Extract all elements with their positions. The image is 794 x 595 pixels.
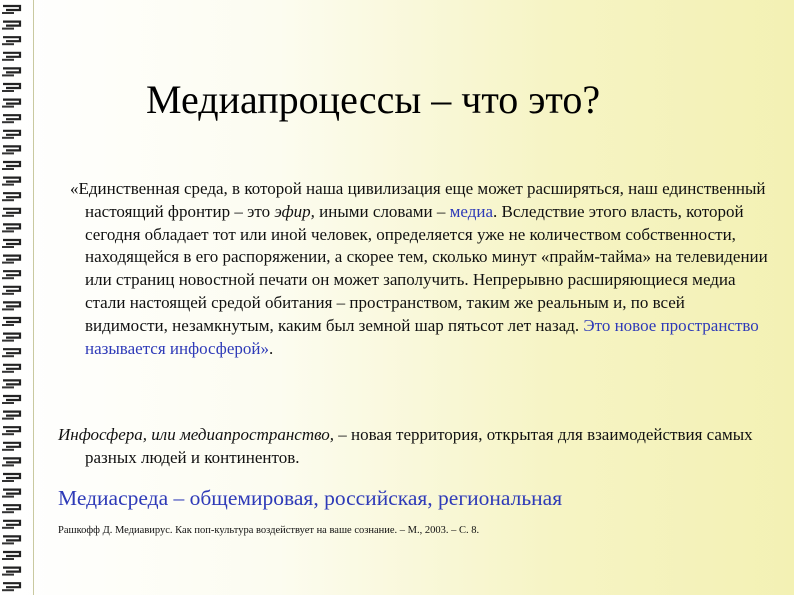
quote-media: медиа (449, 201, 494, 221)
spiral-ring (2, 68, 20, 75)
spiral-ring (2, 100, 20, 107)
spiral-ring (2, 131, 20, 138)
spiral-ring (2, 365, 20, 372)
spiral-ring (2, 427, 20, 434)
spiral-ring (2, 287, 20, 294)
quote-text-3: . Вследствие этого власть, которой сегодня обладает тот или иной человек, определяется уже не количеством собственности, находящейся в его распоряжении, а скорее тем, сколько минут «прайм-тайма» на телевидении или страниц новостной печати он может заполучить. Непрерывно расширяющиеся медиа стали настоящей средой обитания – пространством, таким же реальным и, по всей видимости, незамкнутым, каким был земной шар пятьсот лет назад. (85, 201, 768, 335)
spiral-ring (2, 318, 20, 325)
spiral-ring (2, 302, 20, 309)
slide-title: Медиапроцессы – что это? (146, 77, 601, 122)
spiral-ring (2, 162, 20, 169)
spiral-ring (2, 396, 20, 403)
source-citation: Рашкофф Д. Медиавирус. Как поп-культура воздействует на ваше сознание. – М., 2003. – С. 8. (58, 525, 480, 536)
spiral-ring (2, 458, 20, 465)
spiral-ring (2, 568, 20, 575)
infosphere-term: Инфосфера, или медиапространство, (58, 425, 335, 444)
spiral-ring (2, 115, 20, 122)
quote-text-1: «Единственная среда, в которой наша цивилизация еще может расширяться, наш единственный настоящий фронтир – это (70, 179, 766, 221)
quote-text-2: иными словами – (314, 201, 450, 221)
spiral-ring (2, 37, 20, 44)
spiral-ring (2, 240, 20, 247)
quote-efir: эфир, (274, 201, 315, 221)
spiral-ring (2, 380, 20, 387)
infosphere-text: – новая территория, открытая для взаимодействия самых разных людей и континентов. (85, 425, 753, 467)
spiral-ring (2, 53, 20, 60)
spiral-ring (2, 521, 20, 528)
spiral-ring (2, 193, 20, 200)
spiral-ring (2, 271, 20, 278)
binding-edge-divider (33, 0, 34, 595)
spiral-ring (2, 505, 20, 512)
spiral-ring (2, 552, 20, 559)
spiral-ring (2, 412, 20, 419)
quote-end: . (268, 338, 274, 358)
infosphere-paragraph (58, 424, 758, 470)
spiral-ring (2, 536, 20, 543)
spiral-ring (2, 490, 20, 497)
spiral-ring (2, 146, 20, 153)
quote-highlight: Это новое пространство называется инфосферой» (85, 315, 759, 358)
spiral-ring (2, 84, 20, 91)
spiral-ring (2, 209, 20, 216)
spiral-ring (2, 583, 20, 590)
spiral-ring (2, 224, 20, 231)
spiral-ring (2, 6, 20, 13)
spiral-ring (2, 443, 20, 450)
spiral-ring (2, 474, 20, 481)
quote-paragraph (70, 178, 770, 360)
spiral-ring (2, 334, 20, 341)
mediasphere-line: Медиасреда – общемировая, российская, региональная (58, 486, 563, 510)
spiral-ring (2, 349, 20, 356)
spiral-ring (2, 256, 20, 263)
spiral-ring (2, 22, 20, 29)
spiral-ring (2, 178, 20, 185)
